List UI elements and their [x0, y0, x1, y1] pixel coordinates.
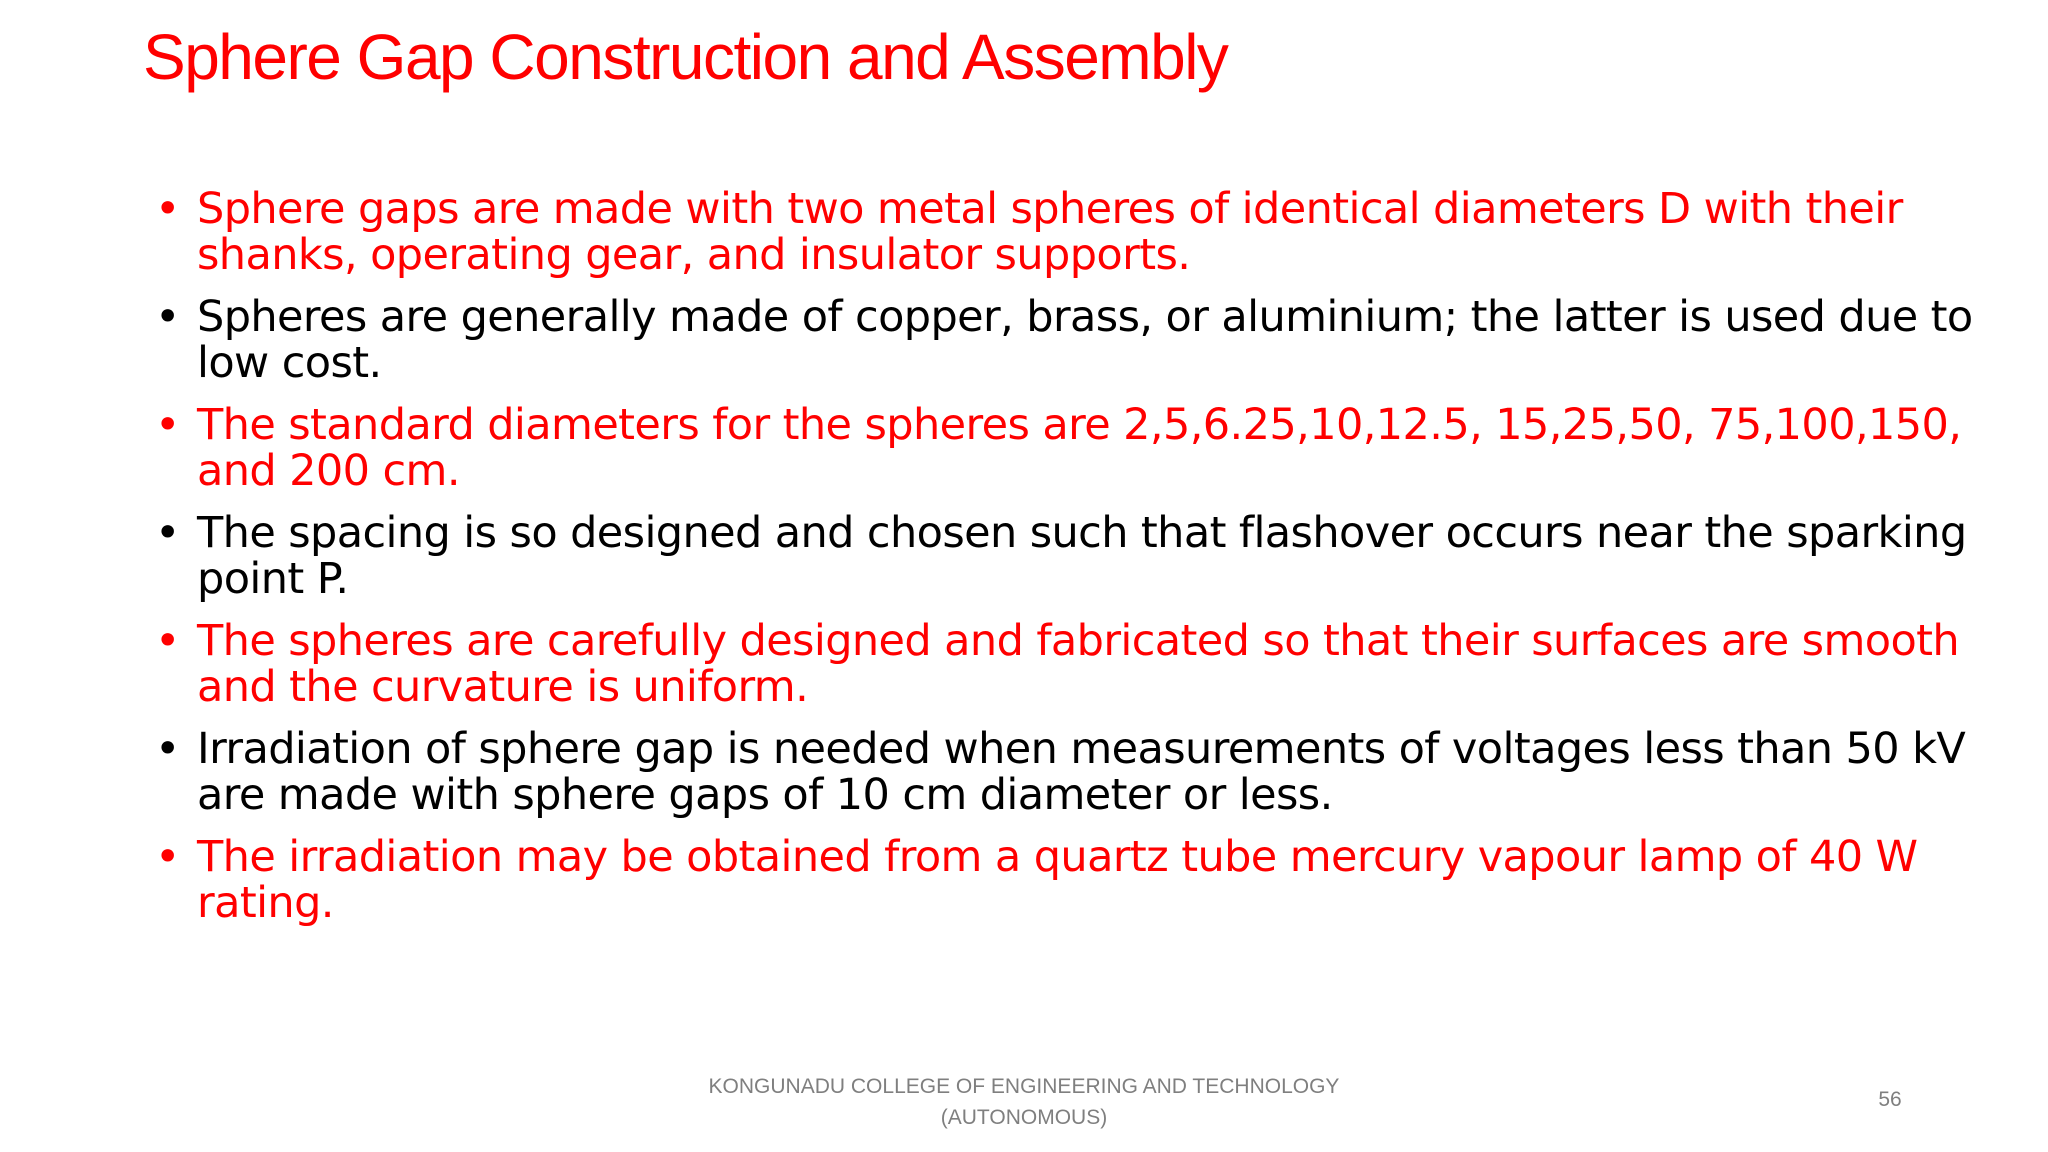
footer-institution: KONGUNADU COLLEGE OF ENGINEERING AND TECHNOLOGY: [708, 1075, 1340, 1098]
bullet-item: [155, 510, 2015, 602]
bullet-dot-icon: •: [155, 184, 180, 234]
bullet-text: The spacing is so designed and chosen such that flashover occurs near the sparking point P.: [197, 508, 1967, 604]
bullet-dot-icon: •: [155, 400, 180, 450]
bullet-item: [155, 402, 2015, 494]
slide-footer: [0, 1071, 2048, 1133]
bullet-item: [155, 726, 2015, 818]
bullet-item: [155, 834, 2015, 926]
bullet-text: The standard diameters for the spheres are 2,5,6.25,10,12.5, 15,25,50, 75,100,150, and 200 cm.: [197, 400, 1962, 496]
bullet-dot-icon: •: [155, 832, 180, 882]
slide-title: Sphere Gap Construction and Assembly: [143, 21, 1228, 93]
bullet-item: [155, 618, 2015, 710]
bullet-text: Sphere gaps are made with two metal spheres of identical diameters D with their shanks, operating gear, and insulator supports.: [197, 184, 1903, 280]
bullet-dot-icon: •: [155, 292, 180, 342]
bullet-text: Spheres are generally made of copper, brass, or aluminium; the latter is used due to low cost.: [197, 292, 1973, 388]
bullet-item: [155, 294, 2015, 386]
footer-autonomous: (AUTONOMOUS): [940, 1106, 1108, 1129]
bullet-list: [155, 186, 2015, 942]
page-number: 56: [1878, 1088, 1902, 1111]
bullet-dot-icon: •: [155, 616, 180, 666]
bullet-text: Irradiation of sphere gap is needed when measurements of voltages less than 50 kV are made with sphere gaps of 10 cm diameter or less.: [197, 724, 1966, 820]
bullet-text: The spheres are carefully designed and fabricated so that their surfaces are smooth and the curvature is uniform.: [197, 616, 1960, 712]
bullet-dot-icon: •: [155, 724, 180, 774]
bullet-item: [155, 186, 2015, 278]
bullet-text: The irradiation may be obtained from a quartz tube mercury vapour lamp of 40 W rating.: [197, 832, 1918, 928]
bullet-dot-icon: •: [155, 508, 180, 558]
